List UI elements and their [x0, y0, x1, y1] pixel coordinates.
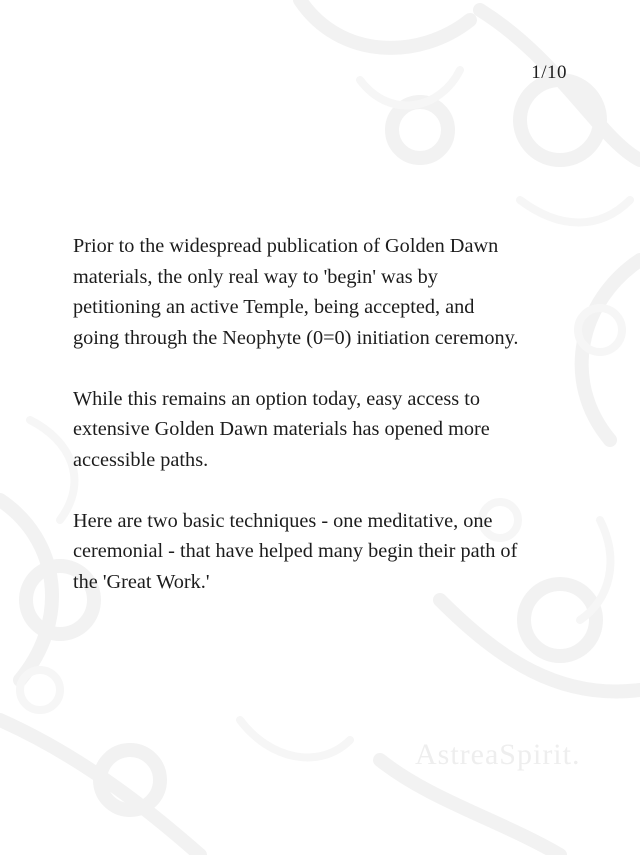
body-text	[73, 231, 593, 628]
brand-watermark: AstreaSpirit.	[415, 738, 581, 771]
page-number: 1/10	[531, 62, 567, 83]
paragraph-3: Here are two basic techniques - one meditative, one ceremonial - that have helped many begin their path of the 'Great Work.'	[73, 509, 518, 593]
paragraph-1: Prior to the widespread publication of Golden Dawn materials, the only real way to 'begin' was by petitioning an active Temple, being accepted, and going through the Neophyte (0=0) initiation ceremony.	[73, 235, 519, 349]
paragraph-2: While this remains an option today, easy access to extensive Golden Dawn materials has opened more accessible paths.	[73, 387, 490, 471]
